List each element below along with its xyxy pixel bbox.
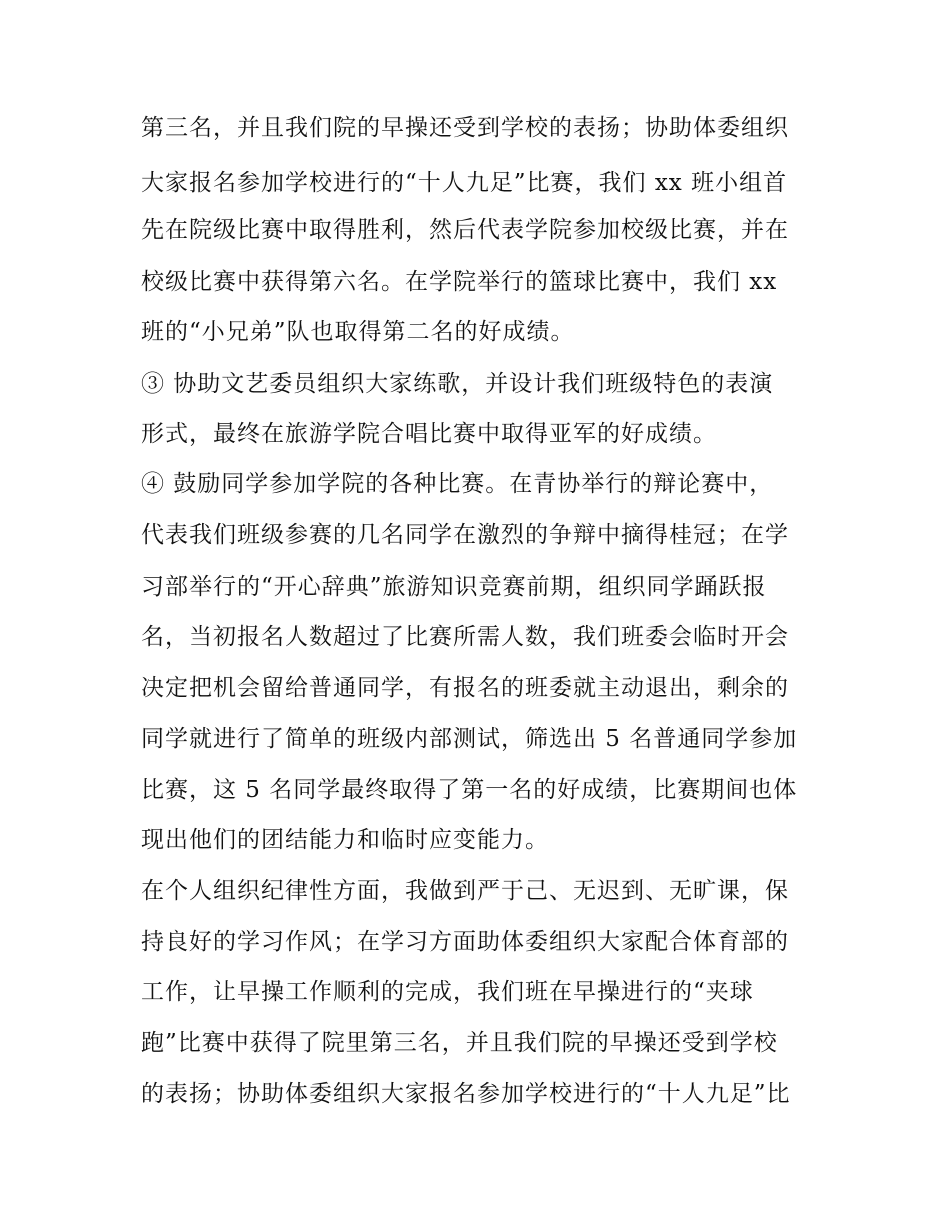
text-line-13: 同学就进行了简单的班级内部测试，筛选出 5 名普通同学参加 — [141, 726, 798, 752]
text-line-20: 的表扬；协助体委组织大家报名参加学校进行的“十人九足”比 — [141, 1081, 791, 1107]
text-line-16: 在个人组织纪律性方面，我做到严于己、无迟到、无旷课，保 — [141, 878, 789, 904]
text-line-10: 习部举行的“开心辞典”旅游知识竞赛前期，组织同学踊跃报 — [141, 574, 767, 600]
text-line-11: 名，当初报名人数超过了比赛所需人数，我们班委会临时开会 — [141, 624, 789, 650]
text-line-9: 代表我们班级参赛的几名同学在激烈的争辩中摘得桂冠；在学 — [141, 522, 789, 548]
text-line-3: 先在院级比赛中取得胜利，然后代表学院参加校级比赛，并在 — [141, 217, 789, 243]
text-line-5: 班的“小兄弟”队也取得第二名的好成绩。 — [141, 319, 575, 345]
text-line-8: ④ 鼓励同学参加学院的各种比赛。在青协举行的辩论赛中， — [141, 471, 774, 497]
text-line-17: 持良好的学习作风；在学习方面助体委组织大家配合体育部的 — [141, 929, 789, 955]
text-line-14: 比赛，这 5 名同学最终取得了第一名的好成绩，比赛期间也体 — [141, 777, 798, 803]
text-line-4: 校级比赛中获得第六名。在学院举行的篮球比赛中，我们 xx — [141, 269, 778, 295]
text-line-6: ③ 协助文艺委员组织大家练歌，并设计我们班级特色的表演 — [141, 371, 774, 397]
text-line-19: 跑”比赛中获得了院里第三名，并且我们院的早操还受到学校 — [141, 1030, 778, 1056]
text-line-1: 第三名，并且我们院的早操还受到学校的表扬；协助体委组织 — [141, 115, 789, 141]
text-line-12: 决定把机会留给普通同学，有报名的班委就主动退出，剩余的 — [141, 675, 789, 701]
text-line-7: 形式，最终在旅游学院合唱比赛中取得亚军的好成绩。 — [141, 421, 717, 447]
text-line-18: 工作，让早操工作顺利的完成，我们班在早操进行的“夹球 — [141, 979, 754, 1005]
text-line-2: 大家报名参加学校进行的“十人九足”比赛，我们 xx 班小组首 — [141, 170, 788, 196]
text-line-15: 现出他们的团结能力和临时应变能力。 — [141, 827, 549, 853]
